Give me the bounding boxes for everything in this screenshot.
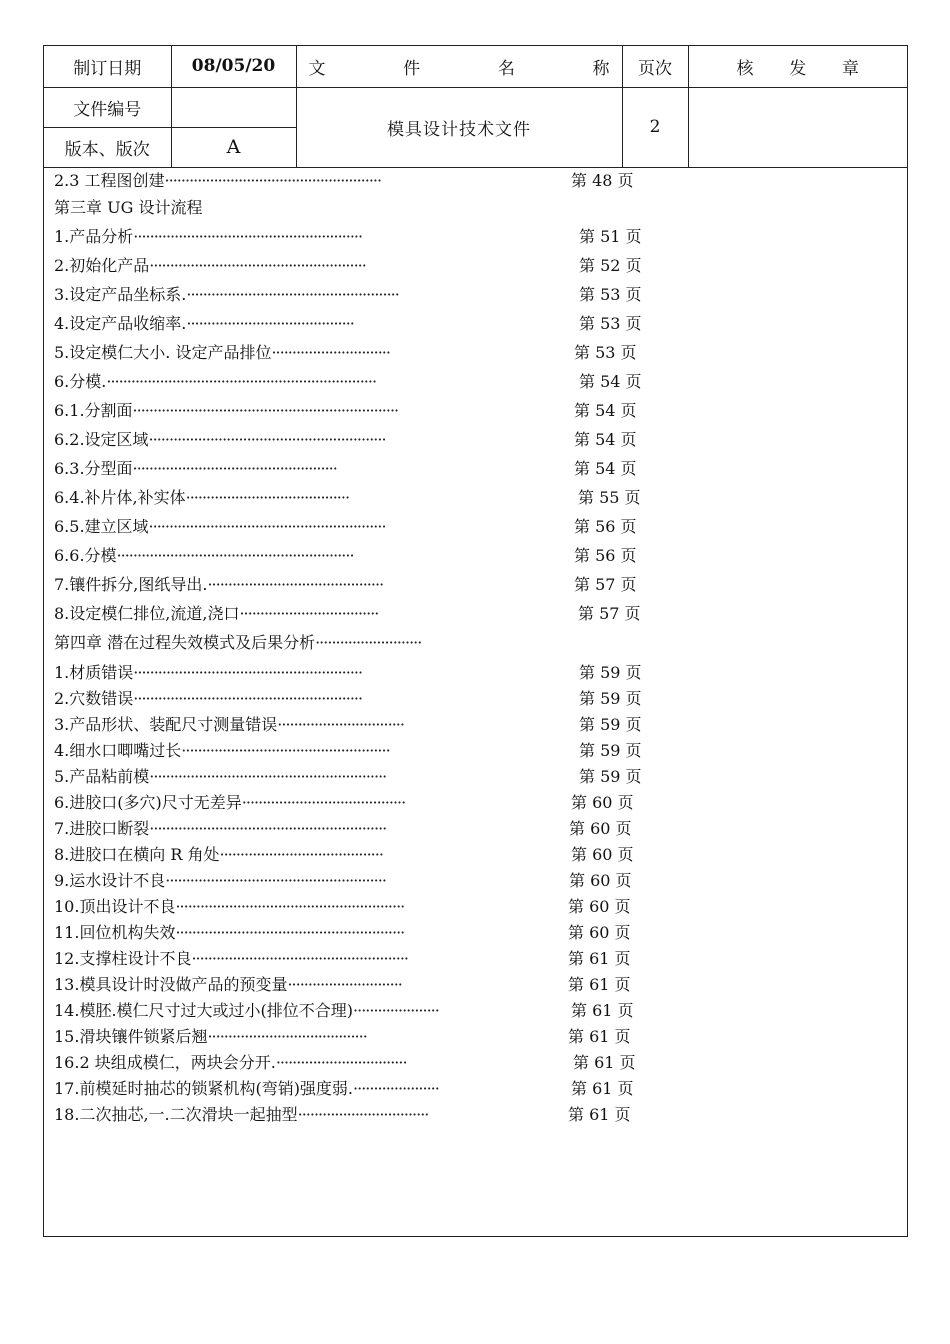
toc-leader-dots: ····················································	[186, 285, 399, 304]
toc-entry	[54, 225, 362, 249]
toc-entry	[54, 602, 378, 626]
toc-entry-title: 7.进胶口断裂	[54, 819, 150, 838]
stamp-area	[688, 87, 907, 167]
toc-leader-dots: ························································	[133, 689, 363, 708]
toc-entry-page: 第 59 页	[579, 741, 642, 760]
toc-entry-page: 第 61 页	[568, 1105, 631, 1124]
toc-entry-page: 第 57 页	[574, 575, 637, 594]
toc-entry	[54, 457, 337, 481]
toc-entry-title: 8.进胶口在横向 R 角处	[54, 845, 220, 864]
toc-entry-title: 6.6.分模	[54, 546, 117, 565]
toc-leader-dots: ··························································	[149, 767, 387, 786]
toc-entry	[54, 817, 386, 841]
toc-entry-page: 第 48 页	[571, 171, 634, 190]
toc-entry-page: 第 61 页	[571, 1079, 634, 1098]
toc-entry-title: 2.3 工程图创建	[54, 171, 165, 190]
file-name-label	[296, 46, 622, 87]
toc-entry	[54, 283, 399, 307]
toc-entry-page: 第 60 页	[568, 923, 631, 942]
version-label: 版本、版次	[44, 127, 171, 167]
toc-entry-title: 15.滑块镶件锁紧后翘	[54, 1027, 208, 1046]
toc-entry	[54, 515, 386, 539]
toc-entry-title: 7.镶件拆分,图纸导出.	[54, 575, 208, 594]
toc-entry	[54, 573, 383, 597]
toc-entry	[54, 791, 405, 815]
file-name-label-char: 名	[497, 58, 515, 79]
toc-entry	[54, 428, 386, 452]
toc-leader-dots: ··································································	[106, 372, 377, 391]
toc-entry	[54, 843, 383, 867]
doc-number-label: 文件编号	[44, 87, 171, 127]
toc-leader-dots: ···················································	[181, 741, 390, 760]
toc-entry-page: 第 53 页	[579, 314, 642, 333]
stamp-label-char: 章	[842, 58, 859, 79]
toc-entry-title: 1.材质错误	[54, 663, 134, 682]
file-name-label-char: 件	[403, 58, 421, 79]
toc-entry	[54, 921, 404, 945]
toc-leader-dots: ··························································	[149, 819, 387, 838]
toc-entry-page: 第 54 页	[579, 372, 642, 391]
toc-entry-title: 14.模胚.模仁尺寸过大或过小(排位不合理)	[54, 1001, 354, 1020]
toc-entry-title: 6.5.建立区域	[54, 517, 149, 536]
toc-entry	[54, 739, 390, 763]
toc-entry-title: 5.设定模仁大小. 设定产品排位	[54, 343, 272, 362]
toc-entry-page: 第 54 页	[574, 401, 637, 420]
toc-entry-title: 第四章 潜在过程失效模式及后果分析	[54, 633, 316, 652]
toc-entry-page: 第 61 页	[568, 975, 631, 994]
toc-entry-page: 第 54 页	[574, 459, 637, 478]
toc-entry-page: 第 60 页	[569, 871, 632, 890]
date-label: 制订日期	[44, 46, 171, 87]
page-label: 页次	[622, 46, 688, 87]
toc-entry-title: 4.设定产品收缩率.	[54, 314, 187, 333]
toc-entry-page: 第 61 页	[568, 949, 631, 968]
file-name-label-char: 称	[592, 58, 610, 79]
toc-leader-dots: ·····················	[353, 1079, 439, 1098]
toc-entry-page: 第 60 页	[571, 845, 634, 864]
toc-entry-page: 第 59 页	[579, 663, 642, 682]
toc-leader-dots: ··························································	[148, 517, 386, 536]
toc-entry-page: 第 57 页	[578, 604, 641, 623]
toc-entry	[54, 399, 398, 423]
toc-entry	[54, 661, 362, 685]
toc-leader-dots: ··················································	[132, 459, 337, 478]
toc-entry	[54, 1025, 367, 1049]
toc-entry-title: 5.产品粘前模	[54, 767, 150, 786]
toc-entry-page: 第 61 页	[573, 1053, 636, 1072]
toc-entry	[54, 312, 354, 336]
toc-leader-dots: ········································	[185, 488, 350, 507]
toc-entry-title: 18.二次抽芯,一.二次滑块一起抽型	[54, 1105, 298, 1124]
toc-leader-dots: ········································	[219, 845, 383, 864]
toc-leader-dots: ························································	[133, 663, 363, 682]
toc-entry-title: 10.顶出设计不良	[54, 897, 176, 916]
toc-entry-page: 第 61 页	[571, 1001, 634, 1020]
toc-entry-title: 1.产品分析	[54, 227, 134, 246]
doc-number-value	[171, 87, 296, 127]
toc-entry-title: 17.前模延时抽芯的锁紧机构(弯销)强度弱.	[54, 1079, 354, 1098]
toc-entry-title: 16.2 块组成模仁，两块会分开.	[54, 1053, 276, 1072]
toc-entry-title: 6.1.分割面	[54, 401, 133, 420]
toc-entry	[54, 765, 386, 789]
toc-entry	[54, 1051, 407, 1075]
toc-leader-dots: ··························	[315, 633, 422, 652]
toc-entry-page: 第 60 页	[571, 793, 634, 812]
toc-entry-page: 第 55 页	[578, 488, 641, 507]
toc-entry	[54, 169, 381, 193]
toc-leader-dots: ························································	[133, 227, 363, 246]
toc-leader-dots: ································	[297, 1105, 429, 1124]
toc-entry	[54, 895, 404, 919]
toc-leader-dots: ···········································	[207, 575, 384, 594]
date-value: 08/05/20	[171, 46, 296, 87]
stamp-label-char: 核	[736, 58, 754, 79]
toc-entry-page: 第 56 页	[574, 546, 637, 565]
toc-leader-dots: ·····················	[353, 1001, 439, 1020]
toc-entry-title: 9.运水设计不良	[54, 871, 166, 890]
toc-entry-page: 第 56 页	[574, 517, 637, 536]
toc-entry-page: 第 53 页	[579, 285, 642, 304]
toc-entry-page: 第 59 页	[579, 767, 642, 786]
toc-entry	[54, 544, 354, 568]
toc-entry-title: 2.穴数错误	[54, 689, 134, 708]
header-table	[44, 46, 907, 168]
toc-entry	[54, 631, 421, 655]
toc-entry-title: 12.支撑柱设计不良	[54, 949, 192, 968]
stamp-label	[688, 46, 907, 87]
toc-entry-page: 第 60 页	[569, 819, 632, 838]
toc-entry-title: 13.模具设计时没做产品的预变量	[54, 975, 288, 994]
toc-entry	[54, 869, 386, 893]
version-value: A	[171, 127, 296, 167]
toc-leader-dots: ································	[275, 1053, 407, 1072]
toc-entry-title: 6.3.分型面	[54, 459, 133, 478]
toc-entry-title: 6.分模.	[54, 372, 107, 391]
toc-entry-title: 2.初始化产品	[54, 256, 150, 275]
toc-entry-title: 4.细水口唧嘴过长	[54, 741, 182, 760]
toc-leader-dots: ·········································	[186, 314, 354, 333]
toc-leader-dots: ········································	[241, 793, 406, 812]
toc-entry-title: 6.2.设定区域	[54, 430, 149, 449]
toc-leader-dots: ··································	[239, 604, 379, 623]
toc-leader-dots: ·································································	[132, 401, 399, 420]
toc-entry-page: 第 60 页	[568, 897, 631, 916]
toc-entry-title: 8.设定模仁排位,流道,浇口	[54, 604, 240, 623]
page-value: 2	[622, 87, 688, 167]
toc-entry	[54, 486, 349, 510]
toc-leader-dots: ·····················································	[164, 171, 382, 190]
toc-entry-page: 第 61 页	[568, 1027, 631, 1046]
toc-entry	[54, 1103, 428, 1127]
toc-entry	[54, 196, 202, 220]
toc-entry	[54, 687, 362, 711]
toc-leader-dots: ·····················································	[191, 949, 409, 968]
doc-title: 模具设计技术文件	[296, 87, 622, 167]
toc-leader-dots: ························································	[175, 897, 405, 916]
toc-entry	[54, 1077, 439, 1101]
toc-leader-dots: ··························································	[148, 430, 386, 449]
toc-entry-title: 11.回位机构失效	[54, 923, 176, 942]
toc-entry-page: 第 51 页	[579, 227, 642, 246]
toc-entry-title: 3.设定产品坐标系.	[54, 285, 187, 304]
toc-leader-dots: ····························	[287, 975, 402, 994]
toc-leader-dots: ······················································	[165, 871, 386, 890]
toc-entry	[54, 973, 402, 997]
toc-entry	[54, 947, 408, 971]
file-name-label-char: 文	[308, 58, 326, 79]
toc-leader-dots: ························································	[175, 923, 405, 942]
toc-entry-title: 6.4.补片体,补实体	[54, 488, 186, 507]
toc-entry-title: 3.产品形状、装配尺寸测量错误	[54, 715, 278, 734]
toc-entry-page: 第 52 页	[579, 256, 642, 275]
stamp-label-char: 发	[789, 58, 807, 79]
document-frame	[43, 45, 908, 1237]
toc-entry-page: 第 59 页	[579, 715, 642, 734]
toc-entry-page: 第 59 页	[579, 689, 642, 708]
toc-entry-title: 第三章 UG 设计流程	[54, 198, 203, 217]
toc-entry	[54, 999, 439, 1023]
toc-leader-dots: ·······························	[277, 715, 404, 734]
toc-leader-dots: ·······································	[207, 1027, 367, 1046]
toc-entry-page: 第 54 页	[574, 430, 637, 449]
toc-entry	[54, 254, 366, 278]
toc-leader-dots: ·····················································	[149, 256, 366, 275]
toc-entry	[54, 370, 376, 394]
toc-entry-page: 第 53 页	[574, 343, 637, 362]
toc-entry	[54, 713, 404, 737]
toc-entry	[54, 341, 390, 365]
toc-leader-dots: ··························································	[116, 546, 354, 565]
toc-leader-dots: ·····························	[271, 343, 390, 362]
toc-entry-title: 6.进胶口(多穴)尺寸无差异	[54, 793, 242, 812]
